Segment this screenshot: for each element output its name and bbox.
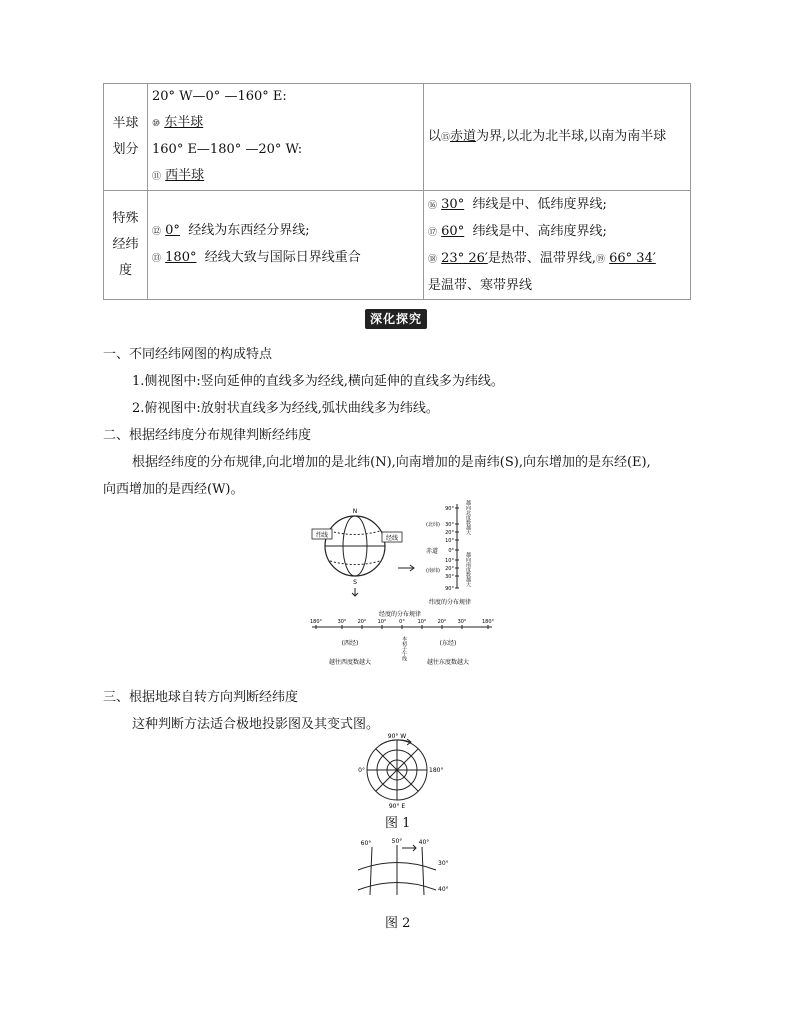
lon-hemisphere-cell (148, 84, 424, 191)
fig2-lat2-label: 40° (438, 886, 449, 893)
answer-2326: 23° 26′ (441, 250, 488, 266)
fig2-meridian-40 (422, 847, 424, 895)
arrow-down-icon (352, 588, 358, 596)
globe-s-label: S (353, 579, 357, 586)
lat-tick-label: 10° (445, 538, 454, 544)
latlon-table (103, 83, 691, 300)
fig2-lat1-label: 30° (438, 860, 449, 867)
fig1-bottom-label: 90° E (388, 803, 406, 810)
answer-6634: 66° 34′ (609, 250, 656, 266)
section-banner: 深化探究 (365, 309, 427, 329)
lon-rule-label: 经度的分布规律 (378, 611, 422, 618)
answer-0: 0° (165, 223, 180, 238)
fig2-rotation-arrow-icon (402, 845, 416, 851)
lon-tick-label: 30° (337, 619, 347, 625)
lon-tick-label: 10° (417, 619, 427, 625)
mark-13: ⑬ (152, 254, 162, 264)
lat-hemisphere-cell (424, 84, 691, 191)
lat-south-note: 越向南度数越大 (465, 552, 471, 587)
fig1-top-label: 90° W (387, 733, 407, 740)
lat-tick-label: 20° (445, 566, 454, 572)
lat-tick-label: 0° (448, 548, 454, 554)
west-note: 越往西度数越大 (328, 659, 372, 666)
lat-text-1: 纬线是中、低纬度界线; (472, 196, 607, 212)
lon-range-1: 20° W—0° —160° E: (152, 89, 287, 104)
section-1-title: 一、不同经纬网图的构成特点 (103, 347, 273, 362)
lat-prefix: 以 (428, 128, 442, 144)
section-2-para-1: 根据经纬度的分布规律,向北增加的是北纬(N),向南增加的是南纬(S),向东增加的是东经(E), (132, 455, 651, 470)
answer-60: 60° (441, 223, 465, 239)
lat-special-cell (424, 191, 691, 300)
lat-tick-label: 10° (445, 558, 454, 564)
mark-10: ⑩ (152, 119, 161, 129)
mark-17: ⑰ (428, 227, 438, 238)
lat-tick-label: 30° (445, 522, 454, 528)
lat-suffix: 为界,以北为北半球,以南为南半球 (476, 128, 667, 144)
answer-equator: 赤道 (450, 128, 477, 144)
prime-meridian-label: 本初子午线 (401, 636, 407, 661)
equator-label: 赤道 (425, 548, 438, 555)
figure-2-sector-view (350, 835, 449, 900)
latlon-distribution-diagram (300, 496, 500, 676)
row-head-special: 特殊经纬度 (104, 191, 148, 300)
mark-19: ⑲ (595, 254, 605, 265)
lon-tick-label: 0° (399, 619, 405, 625)
rotation-arrow-icon (380, 740, 410, 745)
table-row (104, 84, 691, 191)
lat-north-note: 越向北度数越大 (465, 500, 471, 535)
mark-16: ⑯ (428, 200, 438, 211)
lon-tick-label: 180° (481, 619, 495, 625)
globe-lon-label: 经线 (385, 535, 399, 542)
section-1-item-1: 1.侧视图中:竖向延伸的直线多为经线,横向延伸的直线多为纬线。 (132, 374, 504, 389)
section-3-para: 这种判断方法适合极地投影图及其变式图。 (132, 717, 380, 732)
lon-tick-label: 20° (437, 619, 447, 625)
answer-180: 180° (165, 250, 197, 265)
mark-12: ⑫ (152, 227, 162, 237)
lon-tick-label: 30° (457, 619, 467, 625)
globe-lat-label: 纬线 (315, 532, 329, 539)
south-lat-label: (南纬) (426, 568, 440, 574)
mark-15: ⑮ (441, 132, 451, 143)
north-lat-label: (北纬) (426, 522, 440, 528)
arrow-right-icon (398, 565, 414, 571)
mark-18: ⑱ (428, 254, 438, 265)
lat-rule-label: 纬度的分布规律 (428, 599, 472, 606)
lon-text-2: 经线大致与国际日界线重合 (204, 250, 361, 265)
lon-tick-label: 20° (357, 619, 367, 625)
lat-tick-label: 20° (445, 530, 454, 536)
globe-n-label: N (352, 508, 358, 515)
section-1-item-2: 2.俯视图中:放射状直线多为经线,弧状曲线多为纬线。 (132, 401, 439, 416)
section-2-para-2: 向西增加的是西经(W)。 (103, 482, 244, 497)
row-head-hemisphere: 半球划分 (104, 84, 148, 191)
answer-east-hemisphere: 东半球 (164, 115, 204, 130)
fig1-left-label: 0° (358, 767, 365, 774)
lon-range-2: 160° E—180° —20° W: (152, 142, 303, 157)
figure-1-polar-view (350, 730, 445, 810)
table-row (104, 191, 691, 300)
east-note: 越往东度数越大 (426, 659, 470, 666)
lon-text-1: 经线为东西经分界线; (188, 223, 310, 238)
section-3-title: 三、根据地球自转方向判断经纬度 (103, 690, 299, 705)
figure-2-caption: 图 2 (385, 916, 411, 931)
globe-parallel (330, 531, 380, 535)
lat-text-4: 是温带、寒带界线 (428, 277, 533, 293)
section-2-title: 二、根据经纬度分布规律判断经纬度 (103, 428, 312, 443)
fig2-meridian-60 (370, 847, 372, 895)
lon-special-cell (148, 191, 424, 300)
lat-tick-label: 90° (445, 586, 454, 592)
lat-text-2: 纬线是中、高纬度界线; (472, 223, 607, 239)
lon-tick-label: 180° (309, 619, 323, 625)
lat-text-3: 是热带、温带界线, (487, 250, 596, 266)
fig2-lon3-label: 40° (418, 839, 430, 846)
east-label: (东经) (439, 640, 457, 647)
mark-11: ⑪ (152, 172, 162, 182)
west-label: (西经) (341, 640, 359, 647)
fig1-right-label: 180° (429, 767, 444, 774)
figure-1-caption: 图 1 (385, 816, 411, 831)
globe-parallel (330, 561, 380, 565)
answer-west-hemisphere: 西半球 (165, 168, 205, 183)
lat-tick-label: 30° (445, 574, 454, 580)
fig2-lon1-label: 60° (360, 840, 372, 847)
answer-30: 30° (441, 196, 465, 212)
lat-tick-label: 90° (445, 506, 454, 512)
lon-tick-label: 10° (377, 619, 387, 625)
fig2-lon2-label: 50° (391, 838, 403, 845)
